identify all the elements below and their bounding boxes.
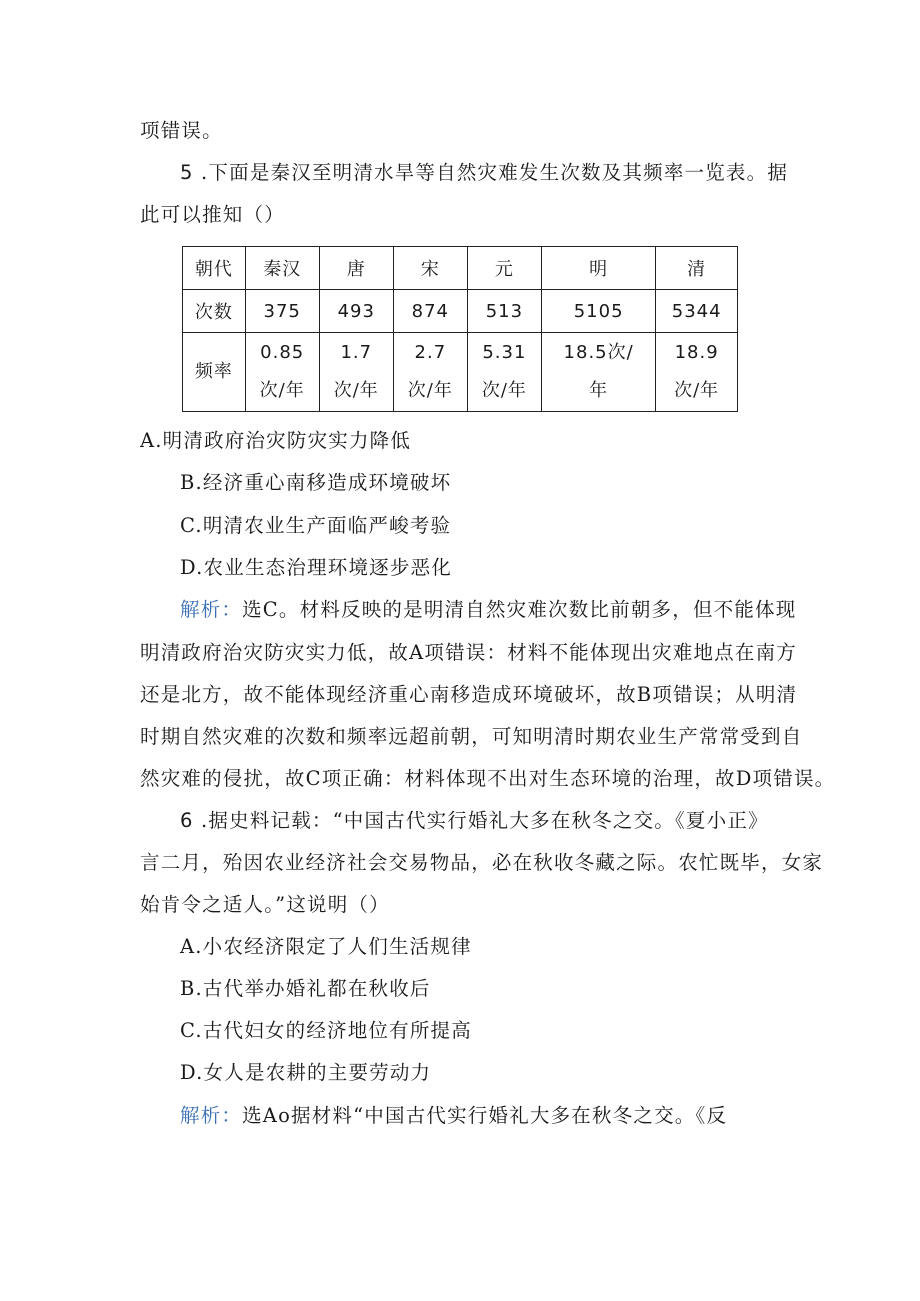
table-cell: 频率: [183, 333, 246, 412]
disaster-table: [182, 246, 738, 412]
table-header-cell: 元: [467, 247, 541, 290]
answer-label: 解析：: [180, 1104, 243, 1127]
question-5-option-a: A.明清政府治灾防灾实力降低: [140, 429, 412, 452]
question-6-option-d: D.女人是农耕的主要劳动力: [180, 1061, 432, 1084]
table-cell: 513: [467, 290, 541, 333]
table-header-cell: 宋: [393, 247, 467, 290]
answer-6-line-1: 解析：选Ao据材料“中国古代实行婚礼大多在秋冬之交。《反: [180, 1104, 728, 1127]
table-header-cell: 明: [541, 247, 655, 290]
table-header-cell: 唐: [319, 247, 393, 290]
table-cell: 18.5次/ 年: [541, 333, 655, 412]
question-6-line-2: 言二月，殆因农业经济社会交易物品，必在秋收冬藏之际。农忙既毕，女家: [140, 851, 824, 874]
question-5-option-d: D.农业生态治理环境逐步恶化: [180, 556, 452, 579]
table-header-cell: 秦汉: [245, 247, 319, 290]
answer-5-line-5: 然灾难的侵扰，故C项正确：材料体现不出对生态环境的治理，故D项错误。: [140, 767, 836, 790]
table-cell: 493: [319, 290, 393, 333]
table-row: [183, 247, 738, 290]
table-cell: 18.9 次/年: [656, 333, 738, 412]
answer-5-line-1: 解析：选C。材料反映的是明清自然灾难次数比前朝多，但不能体现: [180, 598, 797, 621]
question-6-number: 6: [180, 809, 194, 832]
question-5-line-2: 此可以推知（）: [140, 203, 285, 226]
question-5-number: 5: [180, 161, 194, 184]
table-cell: 5105: [541, 290, 655, 333]
question-6-stem: [180, 806, 769, 836]
table-cell: 次数: [183, 290, 246, 333]
question-5-stem: [180, 158, 788, 188]
table-row: [183, 290, 738, 333]
question-5-option-b: B.经济重心南移造成环境破坏: [180, 471, 452, 494]
answer-5-line-4: 时期自然灾难的次数和频率远超前朝，可知明清时期农业生产常常受到自: [140, 725, 803, 748]
question-6-option-c: C.古代妇女的经济地位有所提高: [180, 1019, 472, 1042]
table-cell: 874: [393, 290, 467, 333]
table-cell: 1.7 次/年: [319, 333, 393, 412]
question-6-option-b: B.古代举办婚礼都在秋收后: [180, 977, 431, 1000]
table-header-cell: 清: [656, 247, 738, 290]
table-cell: 2.7 次/年: [393, 333, 467, 412]
question-6-line-3: 始肯令之适人。”这说明（）: [140, 893, 390, 916]
table-row: [183, 333, 738, 412]
question-5-option-c: C.明清农业生产面临严峻考验: [180, 514, 452, 537]
answer-5-line-3: 还是北方，故不能体现经济重心南移造成环境破坏，故B项错误；从明清: [140, 683, 798, 706]
table-cell: 0.85 次/年: [245, 333, 319, 412]
question-6-option-a: A.小农经济限定了人们生活规律: [180, 935, 472, 958]
table-cell: 5.31 次/年: [467, 333, 541, 412]
answer-5-line-2: 明清政府治灾防灾实力低，故A项错误：材料不能体现出灾难地点在南方: [140, 641, 797, 664]
prev-answer-tail: 项错误。: [140, 119, 223, 142]
table-header-cell: 朝代: [183, 247, 246, 290]
question-6-line-1: .据史料记载：“中国古代实行婚礼大多在秋冬之交。《夏小正》: [201, 809, 769, 832]
answer-label: 解析：: [180, 598, 243, 621]
table-cell: 5344: [656, 290, 738, 333]
table-cell: 375: [245, 290, 319, 333]
question-5-line-1: .下面是秦汉至明清水旱等自然灾难发生次数及其频率一览表。据: [201, 161, 789, 184]
